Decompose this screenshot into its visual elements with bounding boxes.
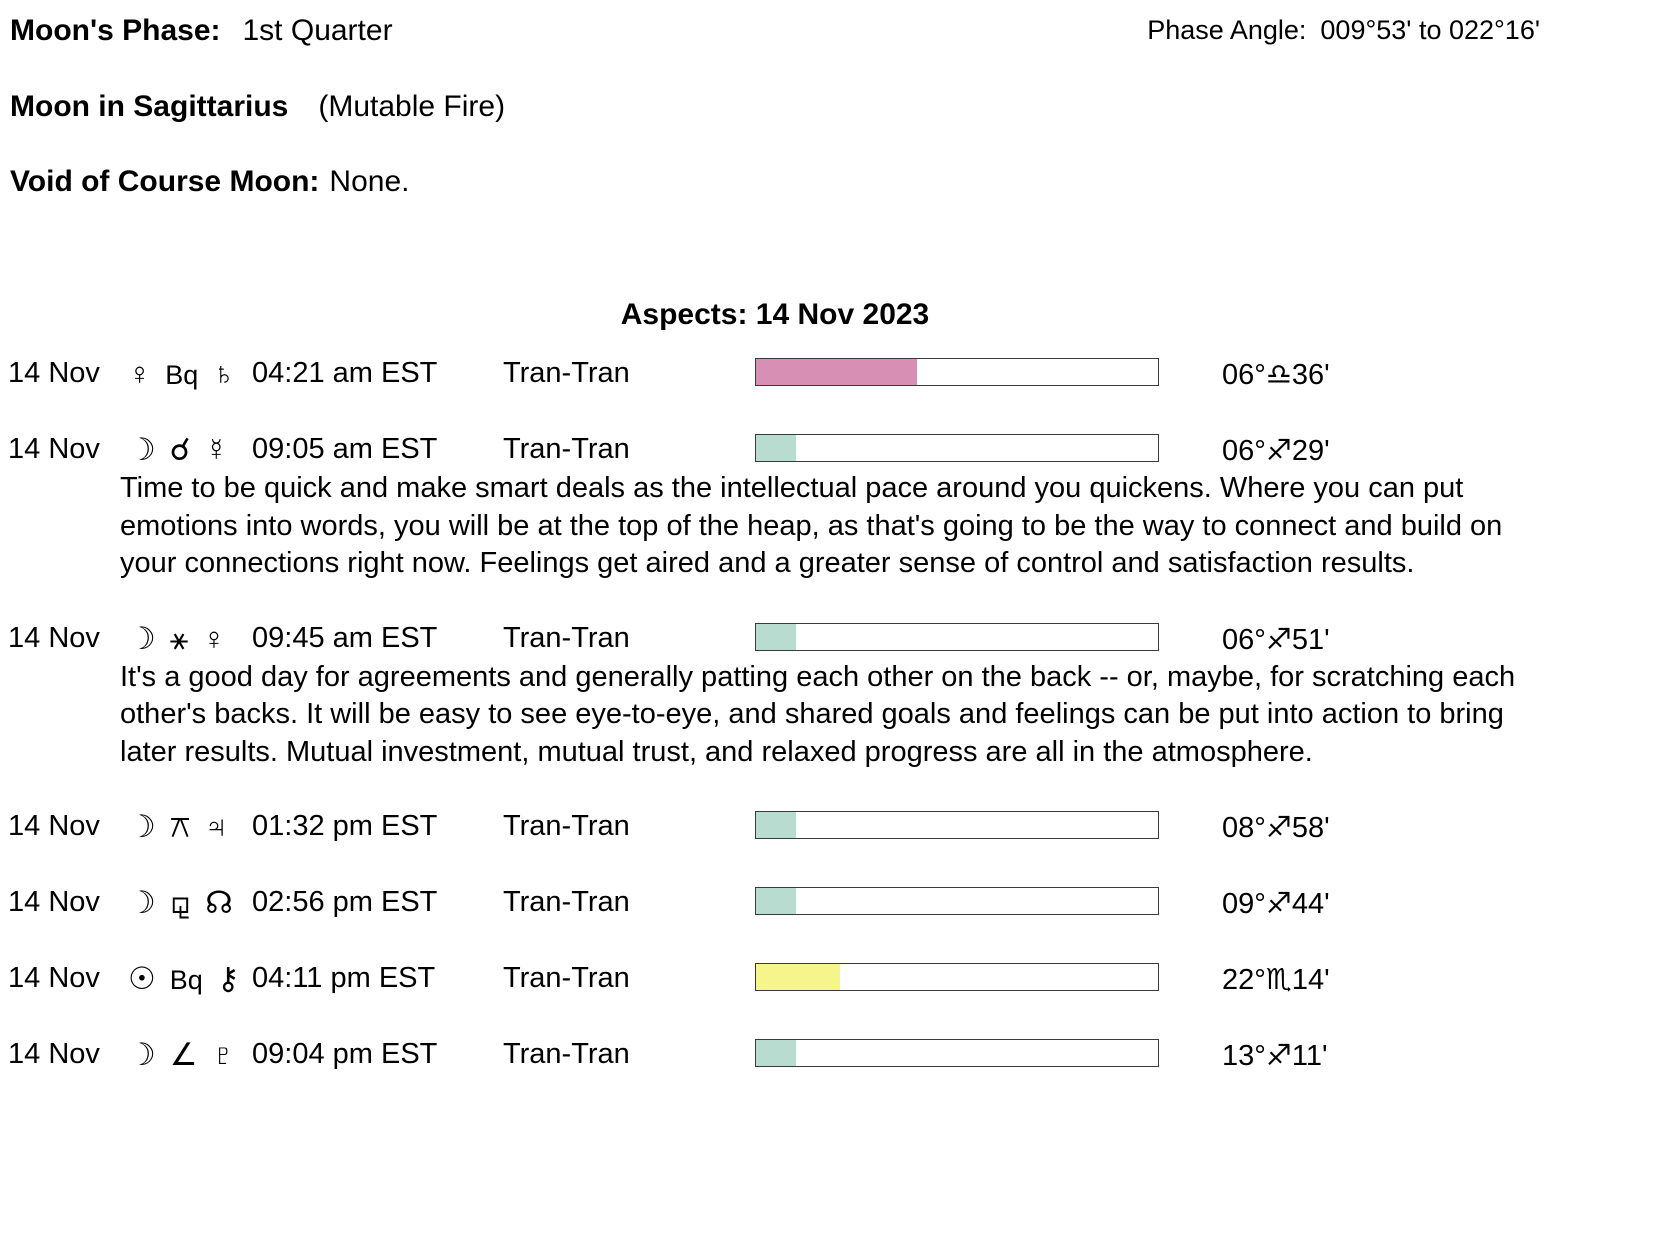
- aspect-type: Tran-Tran: [503, 357, 630, 389]
- aspect-position: 06°♐29': [1222, 435, 1330, 467]
- aspect-row: [0, 807, 1664, 847]
- aspect-row-line: [0, 354, 1664, 394]
- aspect-date: 14 Nov: [8, 357, 100, 389]
- aspect-time: 01:32 pm EST: [252, 810, 438, 842]
- aspect-row: [0, 430, 1664, 583]
- orb-strength-bar-fill: [756, 812, 796, 838]
- aspect-row: [0, 959, 1664, 999]
- orb-strength-bar-fill: [756, 624, 796, 650]
- orb-strength-bar: [755, 963, 1159, 991]
- moon-sign-line: [10, 90, 505, 124]
- aspect-row-line: [0, 807, 1664, 847]
- phase-angle-value: 009°53' to 022°16': [1320, 15, 1540, 45]
- planet1-icon: ☽: [128, 432, 156, 467]
- phase-angle-label: Phase Angle:: [1147, 15, 1307, 45]
- planet1-icon: ♀: [128, 356, 152, 391]
- aspect-description: Time to be quick and make smart deals as the intellectual pace around you quickens. Where you can put emotions into words, you will be at the top of the heap, as that's going to be the way to connect and build on your connections right now. Feelings get aired and a greater sense of control and satisfaction results.: [120, 472, 1503, 579]
- aspect-row-line: [0, 619, 1664, 659]
- orb-strength-bar: [755, 358, 1159, 386]
- orb-strength-bar: [755, 1039, 1159, 1067]
- aspect-icon: Bq: [169, 965, 203, 995]
- aspect-time: 02:56 pm EST: [252, 886, 438, 918]
- aspect-date: 14 Nov: [8, 1038, 100, 1070]
- orb-strength-bar: [755, 811, 1159, 839]
- moons-phase-value: 1st Quarter: [242, 14, 393, 47]
- aspect-symbols: [128, 1036, 235, 1074]
- planet1-icon: ☽: [128, 1037, 156, 1072]
- aspect-icon: ☌: [169, 432, 191, 467]
- planet1-icon: ☉: [128, 961, 156, 996]
- orb-strength-bar: [755, 434, 1159, 462]
- aspect-time: 09:05 am EST: [252, 433, 438, 465]
- aspect-type: Tran-Tran: [503, 886, 630, 918]
- moons-phase-line: [10, 14, 393, 48]
- planet1-icon: ☽: [128, 809, 156, 844]
- planet1-icon: ☽: [128, 885, 156, 920]
- orb-strength-bar-fill: [756, 888, 796, 914]
- planet2-icon: ♀: [202, 620, 226, 656]
- planet2-icon: ☊: [205, 885, 233, 920]
- planet2-icon: ♃: [204, 809, 228, 844]
- aspect-icon: ⚹: [169, 620, 189, 656]
- aspect-row-line: [0, 1035, 1664, 1075]
- aspect-date: 14 Nov: [8, 621, 100, 654]
- aspect-symbols: [128, 355, 236, 394]
- aspect-row: [0, 883, 1664, 923]
- aspect-icon: ∠: [169, 1037, 198, 1072]
- aspect-symbols: [128, 884, 233, 922]
- aspect-time: 04:11 pm EST: [252, 962, 436, 994]
- aspect-position: 22°♏14': [1222, 964, 1330, 996]
- aspect-date: 14 Nov: [8, 810, 100, 842]
- moons-phase-label: Moon's Phase:: [10, 14, 221, 47]
- aspect-icon: ⚻: [169, 809, 191, 844]
- aspect-row-line: [0, 883, 1664, 923]
- aspect-icon: ⚼: [169, 885, 192, 920]
- aspect-symbols: [128, 808, 228, 846]
- aspect-position: 08°♐58': [1222, 812, 1330, 844]
- orb-strength-bar-fill: [756, 964, 840, 990]
- aspect-type: Tran-Tran: [503, 962, 630, 994]
- orb-strength-bar: [755, 887, 1159, 915]
- moon-sign-quality: (Mutable Fire): [318, 90, 506, 123]
- aspect-symbols: [128, 431, 228, 469]
- planet2-icon: ⚷: [216, 961, 240, 996]
- aspect-symbols: [128, 960, 240, 999]
- orb-strength-bar-fill: [756, 1040, 796, 1066]
- planet2-icon: ☿: [204, 432, 228, 467]
- orb-strength-bar-fill: [756, 435, 796, 461]
- aspects-list: [0, 354, 1664, 1111]
- aspect-position: 13°♐11': [1222, 1040, 1328, 1072]
- orb-strength-bar: [755, 623, 1159, 651]
- aspect-time: 04:21 am EST: [252, 357, 438, 389]
- aspect-position: 09°♐44': [1222, 888, 1330, 920]
- void-of-course-label: Void of Course Moon:: [10, 165, 320, 198]
- moon-sign-label: Moon in Sagittarius: [10, 90, 289, 123]
- aspect-row-line: [0, 959, 1664, 999]
- aspect-time: 09:45 am EST: [252, 621, 438, 654]
- aspect-type: Tran-Tran: [503, 810, 630, 842]
- aspect-type: Tran-Tran: [503, 1038, 630, 1070]
- aspect-date: 14 Nov: [8, 886, 100, 918]
- aspect-date: 14 Nov: [8, 962, 100, 994]
- aspect-time: 09:04 pm EST: [252, 1038, 438, 1070]
- planet1-icon: ☽: [128, 620, 156, 656]
- phase-angle-line: [1147, 15, 1540, 46]
- aspect-type: Tran-Tran: [503, 433, 630, 465]
- aspect-type: Tran-Tran: [503, 621, 630, 654]
- void-of-course-line: [10, 165, 409, 199]
- aspect-row: [0, 619, 1664, 772]
- aspect-date: 14 Nov: [8, 433, 100, 465]
- aspect-description: It's a good day for agreements and generally patting each other on the back -- or, maybe, for scratching each other's backs. It will be easy to see eye-to-eye, and shared goals and feelings can be put into action to bring later results. Mutual investment, mutual trust, and relaxed progress are all in the atmosphere.: [120, 660, 1516, 768]
- aspects-title: Aspects: 14 Nov 2023: [620, 298, 930, 331]
- aspect-row-line: [0, 430, 1664, 470]
- orb-strength-bar-fill: [756, 359, 917, 385]
- void-of-course-value: None.: [329, 165, 410, 198]
- planet2-icon: ♇: [211, 1037, 235, 1072]
- planet2-icon: ♄: [212, 356, 236, 391]
- aspect-row: [0, 354, 1664, 394]
- aspect-row: [0, 1035, 1664, 1075]
- aspect-icon: Bq: [165, 360, 199, 390]
- aspect-position: 06°♎36': [1222, 359, 1330, 391]
- aspect-position: 06°♐51': [1222, 623, 1330, 656]
- aspect-symbols: [128, 620, 226, 658]
